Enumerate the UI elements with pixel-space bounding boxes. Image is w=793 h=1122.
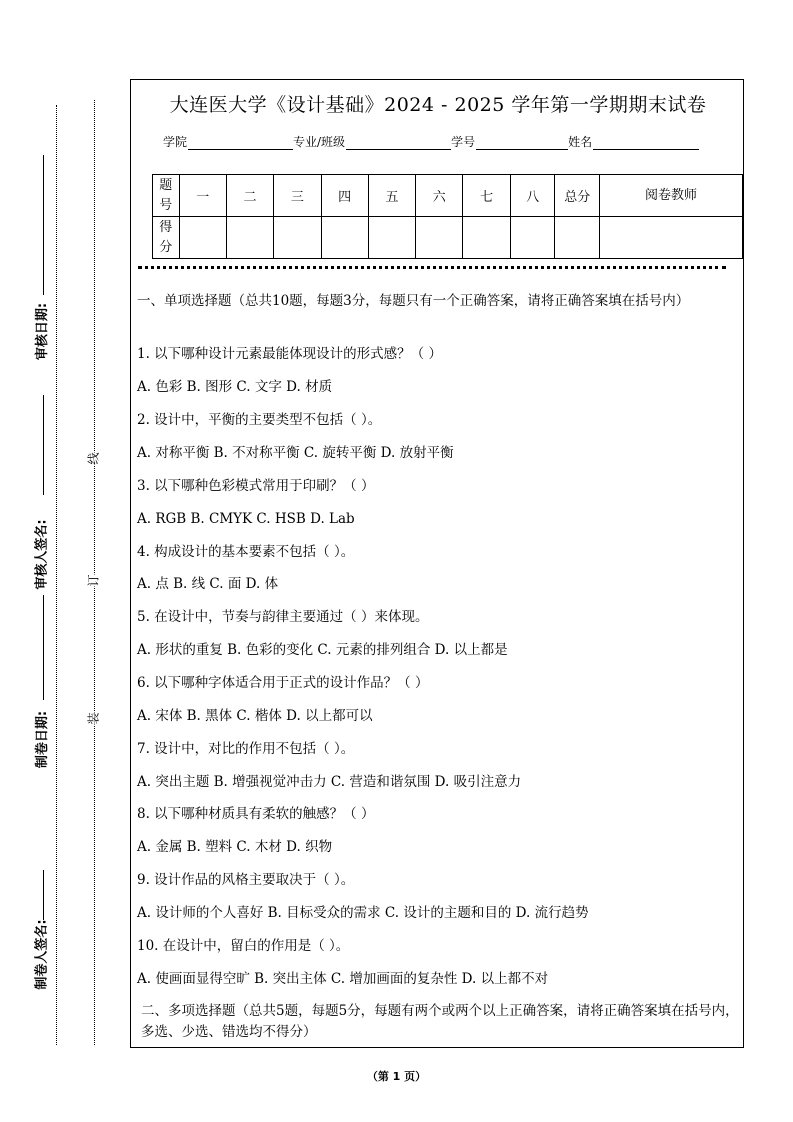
row-label-defen: 得分 <box>153 217 180 259</box>
cut-line-ding: 订 <box>83 574 104 586</box>
col-7: 七 <box>463 175 510 217</box>
student-id-label: 学号 <box>451 135 476 149</box>
col-8: 八 <box>510 175 555 217</box>
question-2-options: A. 对称平衡 B. 不对称平衡 C. 旋转平衡 D. 放射平衡 <box>137 445 454 461</box>
col-3: 三 <box>274 175 321 217</box>
score-value-row <box>153 217 743 259</box>
question-7: 7. 设计中，对比的作用不包括（ ）。 <box>137 741 355 757</box>
college-field[interactable] <box>188 137 293 150</box>
score-cell[interactable] <box>179 217 226 259</box>
major-class-field[interactable] <box>346 137 451 150</box>
row-label-tihao: 题号 <box>153 175 180 217</box>
name-field[interactable] <box>593 137 699 150</box>
col-grader: 阅卷教师 <box>600 175 743 217</box>
question-3: 3. 以下哪种色彩模式常用于印刷？（ ） <box>137 478 375 494</box>
score-cell-grader[interactable] <box>600 217 743 259</box>
reviewer-sign-label: 审核人签名: <box>34 519 50 590</box>
col-2: 二 <box>226 175 273 217</box>
question-1: 1. 以下哪种设计元素最能体现设计的形式感？（ ） <box>137 346 442 362</box>
question-10-options: A. 使画面显得空旷 B. 突出主体 C. 增加画面的复杂性 D. 以上都不对 <box>137 971 549 987</box>
question-9: 9. 设计作品的风格主要取决于（ ）。 <box>137 872 355 888</box>
col-4: 四 <box>321 175 368 217</box>
col-1: 一 <box>179 175 226 217</box>
question-5-options: A. 形状的重复 B. 色彩的变化 C. 元素的排列组合 D. 以上都是 <box>137 642 508 658</box>
question-6-options: A. 宋体 B. 黑体 C. 楷体 D. 以上都可以 <box>137 708 373 724</box>
reviewer-date-line <box>43 155 44 295</box>
maker-sign-label: 制卷人签名: <box>34 919 50 990</box>
score-header-row <box>153 175 743 217</box>
major-class-label: 专业/班级 <box>293 135 346 149</box>
cut-line-zhuang: 装 <box>83 712 104 724</box>
score-cell[interactable] <box>321 217 368 259</box>
score-cell[interactable] <box>226 217 273 259</box>
dotted-separator <box>138 266 726 269</box>
question-8: 8. 以下哪种材质具有柔软的触感？（ ） <box>137 806 375 822</box>
question-2: 2. 设计中，平衡的主要类型不包括（ ）。 <box>137 412 382 428</box>
question-5: 5. 在设计中，节奏与韵律主要通过（ ）来体现。 <box>137 609 429 625</box>
dotted-line-inner <box>94 100 95 1045</box>
reviewer-sign-line <box>43 395 44 495</box>
question-4: 4. 构成设计的基本要素不包括（ ）。 <box>137 544 355 560</box>
cut-line-xian: 线 <box>83 452 104 464</box>
score-table <box>152 174 743 259</box>
col-5: 五 <box>368 175 415 217</box>
question-4-options: A. 点 B. 线 C. 面 D. 体 <box>137 576 279 592</box>
maker-date-label: 制卷日期: <box>35 710 51 769</box>
question-10: 10. 在设计中，留白的作用是（ ）。 <box>137 938 350 954</box>
score-cell[interactable] <box>368 217 415 259</box>
section2-heading: 二、多项选择题（总共5题，每题5分，每题有两个或两个以上正确答案，请将正确答案填在括号内，多选、少选、错选均不得分） <box>141 1003 739 1040</box>
exam-frame <box>130 79 744 1048</box>
col-total: 总分 <box>555 175 600 217</box>
maker-sign-line <box>43 870 44 920</box>
student-id-field[interactable] <box>476 137 568 150</box>
question-1-options: A. 色彩 B. 图形 C. 文字 D. 材质 <box>137 379 333 395</box>
question-3-options: A. RGB B. CMYK C. HSB D. Lab <box>137 511 355 527</box>
page-number: （第 1 页） <box>366 1070 427 1083</box>
maker-date-line <box>43 595 44 700</box>
question-9-options: A. 设计师的个人喜好 B. 目标受众的需求 C. 设计的主题和目的 D. 流行趋势 <box>137 905 589 921</box>
name-label: 姓名 <box>568 135 593 149</box>
col-6: 六 <box>416 175 463 217</box>
section1-heading: 一、单项选择题（总共10题，每题3分，每题只有一个正确答案，请将正确答案填在括号内） <box>137 293 690 309</box>
exam-title: 大连医大学《设计基础》2024 - 2025 学年第一学期期末试卷 <box>169 94 707 116</box>
score-cell[interactable] <box>274 217 321 259</box>
score-cell[interactable] <box>463 217 510 259</box>
student-info-row <box>163 133 699 150</box>
score-cell-total[interactable] <box>555 217 600 259</box>
college-label: 学院 <box>163 135 188 149</box>
score-cell[interactable] <box>416 217 463 259</box>
question-8-options: A. 金属 B. 塑料 C. 木材 D. 织物 <box>137 839 333 855</box>
dotted-line-outer <box>56 105 57 1045</box>
question-6: 6. 以下哪种字体适合用于正式的设计作品？（ ） <box>137 675 429 691</box>
reviewer-date-label: 审核日期: <box>35 302 51 361</box>
score-cell[interactable] <box>510 217 555 259</box>
question-7-options: A. 突出主题 B. 增强视觉冲击力 C. 营造和谐氛围 D. 吸引注意力 <box>137 774 522 790</box>
